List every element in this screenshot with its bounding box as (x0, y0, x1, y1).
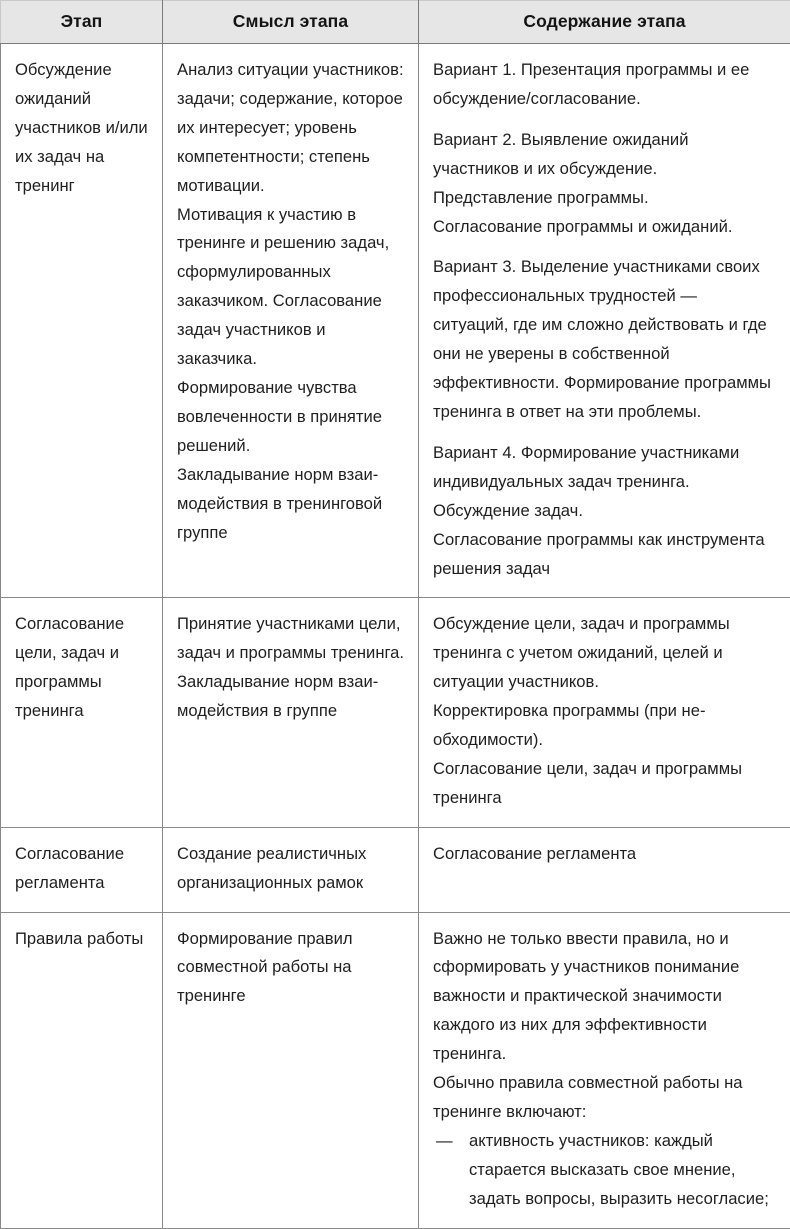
meaning-paragraph: Создание реалистичных организационных рамок (177, 840, 404, 898)
content-paragraph: Корректировка программы (при необходимости). (433, 697, 776, 755)
meaning-paragraph: Принятие участниками цели, задач и программы тренинга. (177, 610, 404, 668)
column-header-meaning: Смысл этапа (163, 1, 419, 44)
cell-stage (1, 912, 163, 1228)
cell-meaning (163, 44, 419, 598)
content-paragraph: Обсуждение цели, задач и программы тренинга с учетом ожиданий, целей и ситуации участников. (433, 610, 776, 697)
meaning-paragraph: Мотивация к участию в тренинге и решению задач, сформулированных заказчиком. Согласование задач участников и заказчика. (177, 201, 404, 374)
meaning-paragraph: Формирование правил совместной работы на тренинге (177, 925, 404, 1012)
cell-stage (1, 598, 163, 827)
table-header (1, 1, 790, 44)
content-paragraph: Вариант 1. Презентация программы и ее обсуждение/согласование. (433, 56, 776, 114)
content-paragraph: Согласование программы и ожиданий. (433, 213, 776, 242)
list-item (433, 1127, 776, 1214)
stage-name: Правила работы (15, 925, 154, 954)
list-item-text: активность участников: каждый старается высказать свое мнение, задать вопросы, выразить несогласие; (469, 1131, 769, 1208)
content-paragraph: Обсуждение задач. (433, 497, 776, 526)
stage-name: Согласование цели, задач и программы тренинга (15, 610, 154, 726)
cell-content (419, 912, 790, 1228)
meaning-paragraph: Закладывание норм взаимодействия в тренинговой группе (177, 461, 404, 548)
table-row (1, 912, 790, 1228)
table-row (1, 827, 790, 912)
cell-stage (1, 827, 163, 912)
cell-meaning (163, 827, 419, 912)
content-paragraph: Вариант 4. Формирование участниками индивидуальных задач тренинга. (433, 439, 776, 497)
cell-content (419, 44, 790, 598)
stage-name: Обсуждение ожиданий участников и/или их задач на тренинг (15, 56, 154, 201)
table-body (1, 44, 790, 1229)
content-paragraph: Важно не только ввести правила, но и сформировать у участников понимание важности и практической значимости каждого из них для эффективности тренинга. (433, 925, 776, 1070)
table-row (1, 44, 790, 598)
cell-content (419, 598, 790, 827)
content-paragraph: Обычно правила совместной работы на тренинге включают: (433, 1069, 776, 1127)
rules-bullet-list (433, 1127, 776, 1214)
cell-stage (1, 44, 163, 598)
column-header-stage: Этап (1, 1, 163, 44)
content-paragraph: Согласование программы как инструмента решения задач (433, 526, 776, 584)
column-header-content: Содержание этапа (419, 1, 790, 44)
content-paragraph: Представление программы. (433, 184, 776, 213)
cell-content (419, 827, 790, 912)
table-row (1, 598, 790, 827)
content-paragraph: Вариант 3. Выделение участниками своих профессиональных трудностей — ситуаций, где им сложно действовать и где они не уверены в собственной эффективности. Формирование программы тренинга в ответ на эти проблемы. (433, 253, 776, 426)
meaning-paragraph: Закладывание норм взаимодействия в группе (177, 668, 404, 726)
meaning-paragraph: Анализ ситуации участников: задачи; содержание, которое их интересует; уровень компетентности; степень мотивации. (177, 56, 404, 201)
content-paragraph: Вариант 2. Выявление ожиданий участников и их обсуждение. (433, 126, 776, 184)
meaning-paragraph: Формирование чувства вовлеченности в принятие решений. (177, 374, 404, 461)
table-header-row (1, 1, 790, 44)
cell-meaning (163, 598, 419, 827)
stage-name: Согласование регламента (15, 840, 154, 898)
cell-meaning (163, 912, 419, 1228)
em-dash-bullet-icon: — (436, 1127, 453, 1156)
content-paragraph: Согласование цели, задач и программы тренинга (433, 755, 776, 813)
content-paragraph: Согласование регламента (433, 840, 776, 869)
